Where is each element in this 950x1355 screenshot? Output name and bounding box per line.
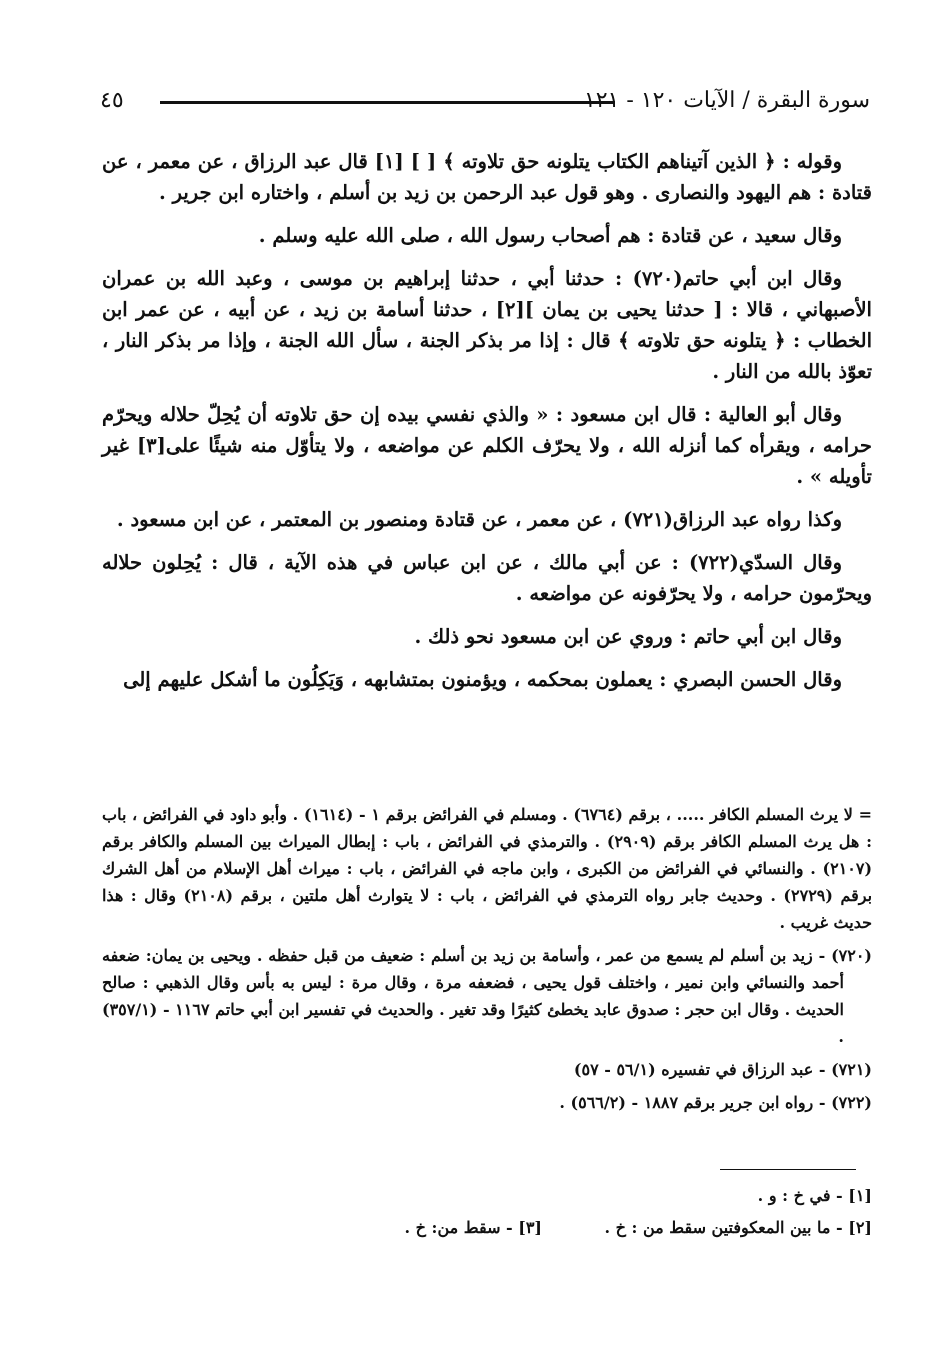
footnote-722: (٧٢٢) - رواه ابن جرير برقم ١٨٨٧ - (٥٦٦/٢) . [559, 1093, 872, 1112]
footnote-721: (٧٢١) - عبد الرزاق في تفسيره (٥٦/١ - ٥٧) [573, 1060, 872, 1079]
notes-separator [720, 1169, 856, 1170]
page-header [100, 82, 870, 122]
paragraph: وكذا رواه عبد الرزاق(٧٢١) ، عن معمر ، عن قتادة ومنصور بن المعتمر ، عن ابن مسعود . [116, 508, 842, 531]
paragraph: وقوله : ﴿ الذين آتيناهم الكتاب يتلونه حق تلاوته ﴾ [ ] [١] قال عبد الرزاق ، عن معمر ، عن قتادة : هم اليهود والنصارى . وهو قول عبد الرحمن بن زيد بن أسلم ، واختاره ابن جرير . [102, 150, 872, 204]
paragraph: وقال أبو العالية : قال ابن مسعود : « والذي نفسي بيده إن حق تلاوته أن يُحِلّ حلاله ويحرّم حرامه ، ويقرأه كما أنزله الله ، ولا يحرّف الكلم عن مواضعه ، ولا يتأوّل منه شيئًا على[٣] غير تأويله » . [102, 403, 872, 488]
page-number: ٤٥ [100, 88, 124, 113]
variant-notes [102, 1180, 872, 1244]
footnote-720: (٧٢٠) - زيد بن أسلم لم يسمع من عمر ، وأسامة بن زيد بن أسلم : ضعيف من قبل حفظه . ويحيى بن يمان: ضعفه أحمد والنسائي وابن نمير ، واختلف قول يحيى ، فضعفه مرة ، وقال مرة : ليس به بأس وقال الذهبي : صالح الحديث . وقال ابن حجر : صدوق عابد يخطئ كثيرًا وقد تغير . والحديث في تفسير ابن أبي حاتم ١١٦٧ - (٣٥٧/١) . [102, 946, 872, 1046]
paragraph: وقال السدّي(٧٢٢) : عن أبي مالك ، عن ابن عباس في هذه الآية ، قال : يُحِلون حلاله ويحرّمون حرامه ، ولا يحرّفونه عن مواضعه . [102, 551, 872, 605]
paragraph: وقال الحسن البصري : يعملون بمحكمه ، ويؤمنون بمتشابهه ، وَيَكِلُون ما أشكل عليهم إلى [123, 668, 842, 691]
running-title: سورة البقرة / الآيات ١٢٠ - ١٢١ [583, 88, 870, 113]
footnote-continued: = لا يرث المسلم الكافر ..... ، برقم (٦٧٦٤) . ومسلم في الفرائض برقم ١ - (١٦١٤) . وأبو داود في الفرائض ، باب : هل يرث المسلم الكافر برقم (٢٩٠٩) . والترمذي في الفرائض ، باب : إبطال الميراث بين المسلم والكافر برقم (٢١٠٧) . والنسائي في الفرائض من الكبرى ، وابن ماجه في الفرائض ، باب : ميراث أهل الإسلام من أهل الشرك برقم (٢٧٢٩) . وحديث جابر رواه الترمذي في الفرائض ، باب : لا يتوارث أهل ملتين ، برقم (٢١٠٨) وقال : هذا حديث غريب . [102, 805, 873, 932]
paragraph: وقال ابن أبي حاتم(٧٢٠) : حدثنا أبي ، حدثنا إبراهيم بن موسى ، وعبد الله بن عمران الأصبهاني ، قالا : [ حدثنا يحيى بن يمان ][٢] ، حدثنا أسامة بن زيد ، عن أبيه ، عن عمر ابن الخطاب : ﴿ يتلونه حق تلاوته ﴾ قال : إذا مر بذكر الجنة ، سأل الله الجنة ، وإذا مر بذكر النار ، تعوّذ بالله من النار . [102, 267, 872, 383]
header-rule [160, 101, 615, 104]
variant-note-1: [١] - في خ : و . [757, 1186, 872, 1205]
variant-note-2: [٢] - ما بين المعكوفتين سقط من : خ . [604, 1218, 872, 1237]
main-text [102, 146, 872, 707]
variant-note-3: [٣] - سقط من: خ . [404, 1218, 542, 1237]
paragraph: وقال سعيد ، عن قتادة : هم أصحاب رسول الله ، صلى الله عليه وسلم . [258, 224, 842, 247]
footnotes [102, 801, 872, 1122]
variant-notes-row [102, 1212, 872, 1244]
paragraph: وقال ابن أبي حاتم : وروي عن ابن مسعود نحو ذلك . [414, 625, 842, 648]
